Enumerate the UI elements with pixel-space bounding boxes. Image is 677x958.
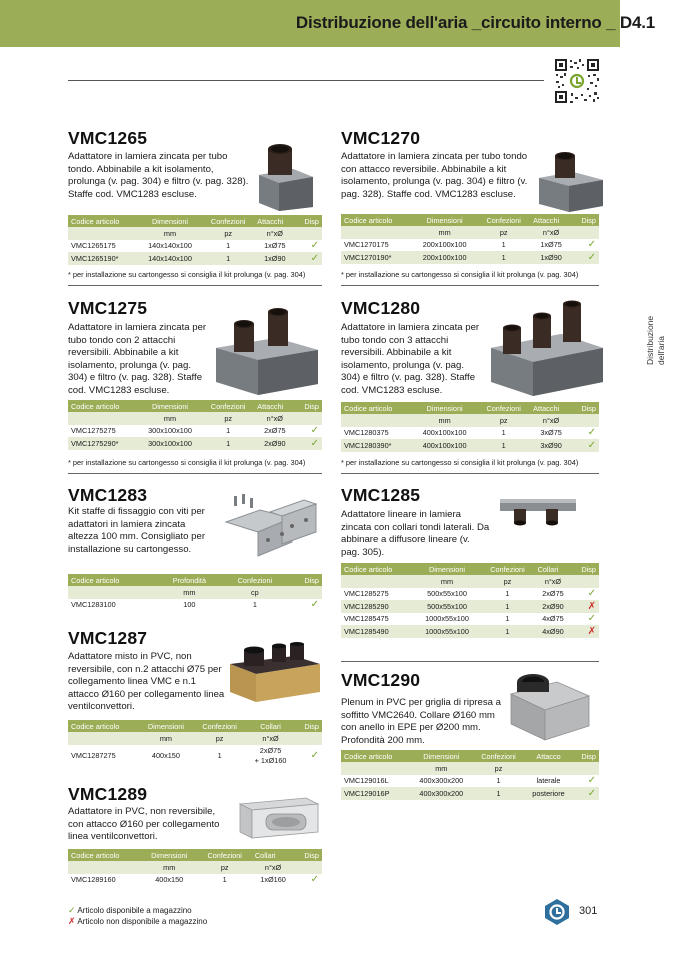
- brand-logo-icon: [543, 898, 571, 926]
- availability-icon: ✓: [310, 425, 319, 437]
- adapter-3-outlets-image: [487, 296, 607, 398]
- table-row: VMC1285475 1000x55x100 1 4xØ75 ✓: [341, 613, 599, 626]
- side-label-line2: dell'aria: [656, 335, 666, 365]
- table-row: VMC1275275 300x100x100 1 2xØ75 ✓: [68, 425, 322, 438]
- table-row: VMC129016L 400x300x200 1 laterale ✓: [341, 775, 599, 788]
- header-cell: Disp: [295, 215, 322, 227]
- divider: [68, 473, 322, 474]
- availability-icon: ✓: [587, 427, 596, 439]
- plenum-image: [505, 668, 593, 742]
- page-title: Distribuzione dell'aria _circuito interno _ D4.1: [295, 13, 655, 32]
- divider: [68, 285, 322, 286]
- unavailable-icon: ✗: [571, 600, 599, 613]
- spec-table: Codice articolo Dimensioni Confezioni Attacchi Disp mm pz n°xØ VMC1280375 400x100x100 1 3xØ75 ✓ VMC1280390* 400x100x100 1 3xØ90 ✓: [341, 402, 599, 452]
- footnote: * per installazione su cartongesso si consiglia il kit prolunga (v. pag. 304): [341, 458, 579, 467]
- table-row: VMC1283100 100 1 ✓: [68, 599, 322, 612]
- mounting-brackets-image: [220, 492, 320, 562]
- product-description: Adattatore misto in PVC, non reversibile, con n.2 attacchi Ø75 per collegamento linea VMC e n.1 attacco Ø160 per collegamento linea ventilconvettori.: [68, 651, 225, 712]
- availability-icon: ✓: [572, 439, 599, 452]
- spec-table: Codice articolo Dimensioni Confezioni Collari Disp mm pz n°xØ VMC1285275 500x55x100 1 2xØ75 ✓ VMC1285290 500x55x100 1 2xØ90 ✗ VMC1285475 1000x55x100 1 4xØ75 ✓ VMC1285490 1000x55x100 1 4xØ90 ✗: [341, 563, 599, 638]
- table-row: VMC1285490 1000x55x100 1 4xØ90 ✗: [341, 625, 599, 638]
- availability-icon: ✓: [587, 588, 596, 600]
- footnote: * per installazione su cartongesso si consiglia il kit prolunga (v. pag. 304): [68, 270, 306, 279]
- product-description: Adattatore in PVC, non reversibile, con attacco Ø160 per collegamento linea ventilconvettori.: [68, 806, 220, 842]
- availability-icon: ✓: [310, 874, 319, 886]
- unit-cell: mm: [138, 227, 202, 240]
- availability-icon: ✓: [310, 599, 319, 611]
- availability-icon: ✓: [295, 252, 322, 265]
- availability-icon: ✓: [587, 775, 596, 787]
- availability-icon: ✓: [573, 787, 599, 800]
- pvc-mixed-adapter-image: [224, 642, 324, 706]
- product-title: VMC1285: [341, 485, 421, 505]
- product-title: VMC1270: [341, 128, 421, 148]
- check-icon: ✓: [68, 905, 76, 915]
- legend-unavailable: ✗ Articolo non disponibile a magazzino: [68, 916, 208, 926]
- divider: [341, 285, 599, 286]
- spec-table: Codice articolo Dimensioni Confezioni Collari Disp mm pz n°xØ VMC1287275 400x150 1 2xØ75 + 1xØ160 ✓: [68, 720, 322, 766]
- product-title: VMC1265: [68, 128, 148, 148]
- table-row: VMC1265190* 140x140x100 1 1xØ90 ✓: [68, 252, 322, 265]
- header-cell: Dimensioni: [138, 215, 202, 227]
- divider: [68, 80, 544, 81]
- availability-icon: ✓: [310, 749, 319, 761]
- table-row: VMC1289160 400x150 1 1xØ160 ✓: [68, 874, 322, 887]
- product-description: Adattatore in lamiera zincata per tubo tondo. Abbinabile a kit isolamento, prolunga (v. pag. 304) e filtro (v. pag. 328). Staffe cod. VMC1283 escluse.: [68, 151, 249, 200]
- adapter-1-outlet-image: [255, 141, 317, 211]
- table-row: VMC1280390* 400x100x100 1 3xØ90 ✓: [341, 439, 599, 452]
- table-row: VMC1285275 500x55x100 1 2xØ75 ✓: [341, 588, 599, 601]
- divider: [341, 473, 599, 474]
- product-title: VMC1287: [68, 628, 148, 648]
- table-row: VMC1265175 140x140x100 1 1xØ75 ✓: [68, 240, 322, 253]
- product-title: VMC1275: [68, 298, 148, 318]
- table-row: VMC1270190* 200x100x100 1 1xØ90 ✓: [341, 251, 599, 264]
- header-cell: Confezioni: [202, 215, 254, 227]
- unavailable-icon: ✗: [571, 625, 599, 638]
- product-title: VMC1290: [341, 670, 421, 690]
- table-row: VMC1275290* 300x100x100 1 2xØ90 ✓: [68, 437, 322, 450]
- availability-icon: ✓: [587, 239, 596, 251]
- side-section-label: [643, 315, 677, 405]
- product-description: Adattatore in lamiera zincata per tubo tondo con 3 attacchi reversibili. Abbinabile a kit isolamento, prolunga (v. pag. 304) e filtro (v. pag. 328). Staffe cod. VMC1283 escluse.: [341, 322, 480, 396]
- page-number: 301: [579, 905, 598, 917]
- product-title: VMC1289: [68, 784, 148, 804]
- table-row: VMC129016P 400x300x200 1 posteriore ✓: [341, 787, 599, 800]
- spec-table: [68, 215, 322, 265]
- legend-available: ✓ Articolo disponibile a magazzino: [68, 905, 192, 915]
- product-description: Adattatore in lamiera zincata per tubo tondo con 2 attacchi reversibili. Abbinabile a kit isolamento, prolunga (v. pag. 304) e filtro (v. pag. 328). Staffe cod. VMC1283 escluse.: [68, 322, 207, 396]
- product-description: Adattatore in lamiera zincata per tubo tondo con attacco reversibile. Abbinabile a kit isolamento, prolunga (v. pag. 304) e filtro (v. pag. 328). Staffe cod. VMC1283 escluse.: [341, 151, 528, 200]
- legend: [68, 905, 207, 927]
- pvc-adapter-image: [236, 796, 320, 840]
- adapter-2-outlets-image: [212, 300, 322, 395]
- table-row: VMC1285290 500x55x100 1 2xØ90 ✗: [341, 600, 599, 613]
- spec-table: Codice articolo Profondità Confezioni Disp mm cp VMC1283100 100 1 ✓: [68, 574, 322, 611]
- product-title: VMC1283: [68, 485, 148, 505]
- product-description: Adattatore lineare in lamiera zincata con collari tondi laterali. Da abbinare a diffusore lineare (v. pag. 305).: [341, 509, 490, 558]
- availability-icon: ✓: [572, 251, 599, 264]
- product-title: VMC1280: [341, 298, 421, 318]
- qr-code-icon[interactable]: [553, 57, 601, 105]
- cross-icon: ✗: [68, 916, 76, 926]
- table-row: VMC1270175 200x100x100 1 1xØ75 ✓: [341, 239, 599, 252]
- availability-icon: ✓: [310, 240, 319, 252]
- spec-table: Codice articolo Dimensioni Confezioni Collari Disp mm pz n°xØ VMC1289160 400x150 1 1xØ160 ✓: [68, 849, 322, 886]
- header-cell: Codice articolo: [68, 215, 138, 227]
- footnote: * per installazione su cartongesso si consiglia il kit prolunga (v. pag. 304): [341, 270, 579, 279]
- footnote: * per installazione su cartongesso si consiglia il kit prolunga (v. pag. 304): [68, 458, 306, 467]
- header-cell: Attacchi: [254, 215, 295, 227]
- table-row: VMC1287275 400x150 1 2xØ75 + 1xØ160 ✓: [68, 745, 322, 766]
- linear-adapter-image: [498, 493, 578, 527]
- side-label-line1: Distribuzione: [645, 315, 655, 365]
- product-description: Kit staffe di fissaggio con viti per adattatori in lamiera zincata altezza 100 mm. Consigliato per installazione su cartongesso.: [68, 506, 206, 555]
- product-description: Plenum in PVC per griglia di ripresa a soffitto VMC2640. Collare Ø160 mm con anello in EPE per Ø200 mm. Profondità 200 mm.: [341, 697, 501, 746]
- table-row: VMC1280375 400x100x100 1 3xØ75 ✓: [341, 427, 599, 440]
- adapter-reversible-image: [537, 150, 607, 212]
- availability-icon: ✓: [587, 613, 596, 625]
- spec-table: Codice articolo Dimensioni Confezioni Attacchi Disp mm pz n°xØ VMC1275275 300x100x100 1 2xØ75 ✓ VMC1275290* 300x100x100 1 2xØ90 ✓: [68, 400, 322, 450]
- unit-cell: n°xØ: [254, 227, 295, 240]
- divider: [341, 661, 599, 662]
- availability-icon: ✓: [295, 437, 322, 450]
- unit-cell: pz: [202, 227, 254, 240]
- spec-table: Codice articolo Dimensioni Confezioni Attacco Disp mm pz VMC129016L 400x300x200 1 laterale ✓ VMC129016P 400x300x200 1 posteriore ✓: [341, 750, 599, 800]
- spec-table: Codice articolo Dimensioni Confezioni Attacchi Disp mm pz n°xØ VMC1270175 200x100x100 1 1xØ75 ✓ VMC1270190* 200x100x100 1 1xØ90 ✓: [341, 214, 599, 264]
